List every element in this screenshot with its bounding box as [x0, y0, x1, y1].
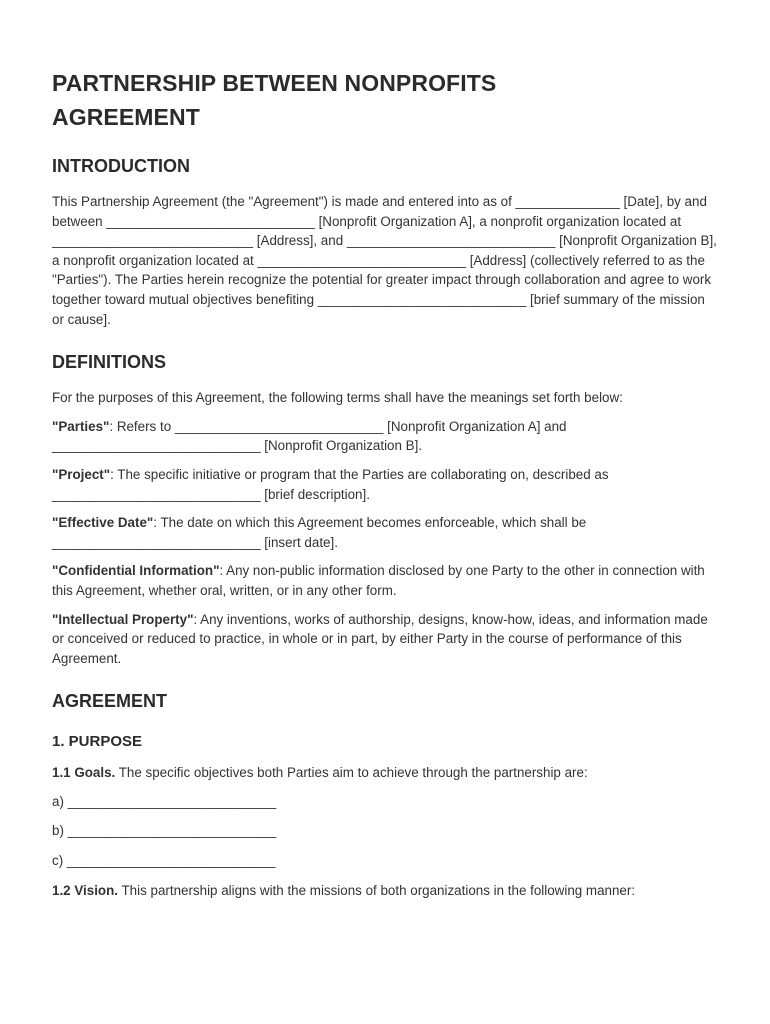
- definition-term: "Effective Date": [52, 515, 154, 531]
- definition-text: : Any non-public information disclosed by one Party to the other in connection with this Agreement, whether oral, written, or in any other form.: [52, 563, 705, 598]
- definition-text: : Refers to ____________________________ [Nonprofit Organization A] and ____________________________ [Nonprofit Organization B].: [52, 418, 567, 454]
- goals-paragraph: [52, 763, 720, 783]
- definition-text: : The date on which this Agreement becomes enforceable, which shall be ____________________________ [insert date].: [52, 515, 587, 550]
- definition-text: : Any inventions, works of authorship, designs, know-how, ideas, and information made or conceived or reduced to practice, in whole or in part, by either Party in the course of performance of this Agreement.: [52, 611, 708, 666]
- definition-text: : The specific initiative or program that the Parties are collaborating on, described as ____________________________ [brief description].: [52, 466, 609, 502]
- agreement-heading: AGREEMENT: [52, 691, 168, 712]
- definition-project: [52, 465, 720, 504]
- definition-confidential-information: [52, 561, 720, 600]
- introduction-paragraph: This Partnership Agreement (the "Agreement") is made and entered into as of ______________ [Date], by and between ____________________________ [Nonprofit Organization A], a nonprofit organization located at ___________________________ [Address], and ____________________________ [Nonprofit Organization B], a nonprofit organization located at ____________________________ [Address] (collectively referred to as the "Parties"). The Parties herein recognize the potential for greater impact through collaboration and agree to work together toward mutual objectives benefiting ____________________________ [brief summary of the mission or cause].: [52, 194, 717, 327]
- goals-label: 1.1 Goals.: [52, 765, 116, 781]
- definitions-intro: For the purposes of this Agreement, the following terms shall have the meanings set forth below:: [52, 390, 623, 406]
- vision-paragraph: [52, 881, 720, 901]
- document-title-line-1: PARTNERSHIP BETWEEN NONPROFITS: [52, 70, 497, 96]
- goals-text: The specific objectives both Parties aim to achieve through the partnership are:: [115, 765, 588, 781]
- definition-intellectual-property: [52, 610, 720, 669]
- document-title-line-2: AGREEMENT: [52, 104, 200, 130]
- definition-term: "Intellectual Property": [52, 611, 194, 627]
- definition-term: "Parties": [52, 418, 110, 434]
- purpose-heading: 1. PURPOSE: [52, 733, 143, 751]
- introduction-heading: INTRODUCTION: [52, 156, 190, 176]
- goal-item-b: b) ____________________________: [52, 823, 277, 839]
- goal-item-a: a) ____________________________: [52, 793, 277, 809]
- definition-effective-date: [52, 513, 720, 552]
- definition-parties: [52, 417, 720, 456]
- definition-term: "Confidential Information": [52, 563, 220, 579]
- definition-term: "Project": [52, 466, 111, 482]
- vision-label: 1.2 Vision.: [52, 882, 118, 898]
- vision-text: This partnership aligns with the missions of both organizations in the following manner:: [118, 882, 636, 898]
- document-title: [52, 66, 720, 134]
- goal-item-c: c) ____________________________: [52, 853, 276, 869]
- document-page: [52, 66, 720, 909]
- definitions-heading: DEFINITIONS: [52, 352, 167, 373]
